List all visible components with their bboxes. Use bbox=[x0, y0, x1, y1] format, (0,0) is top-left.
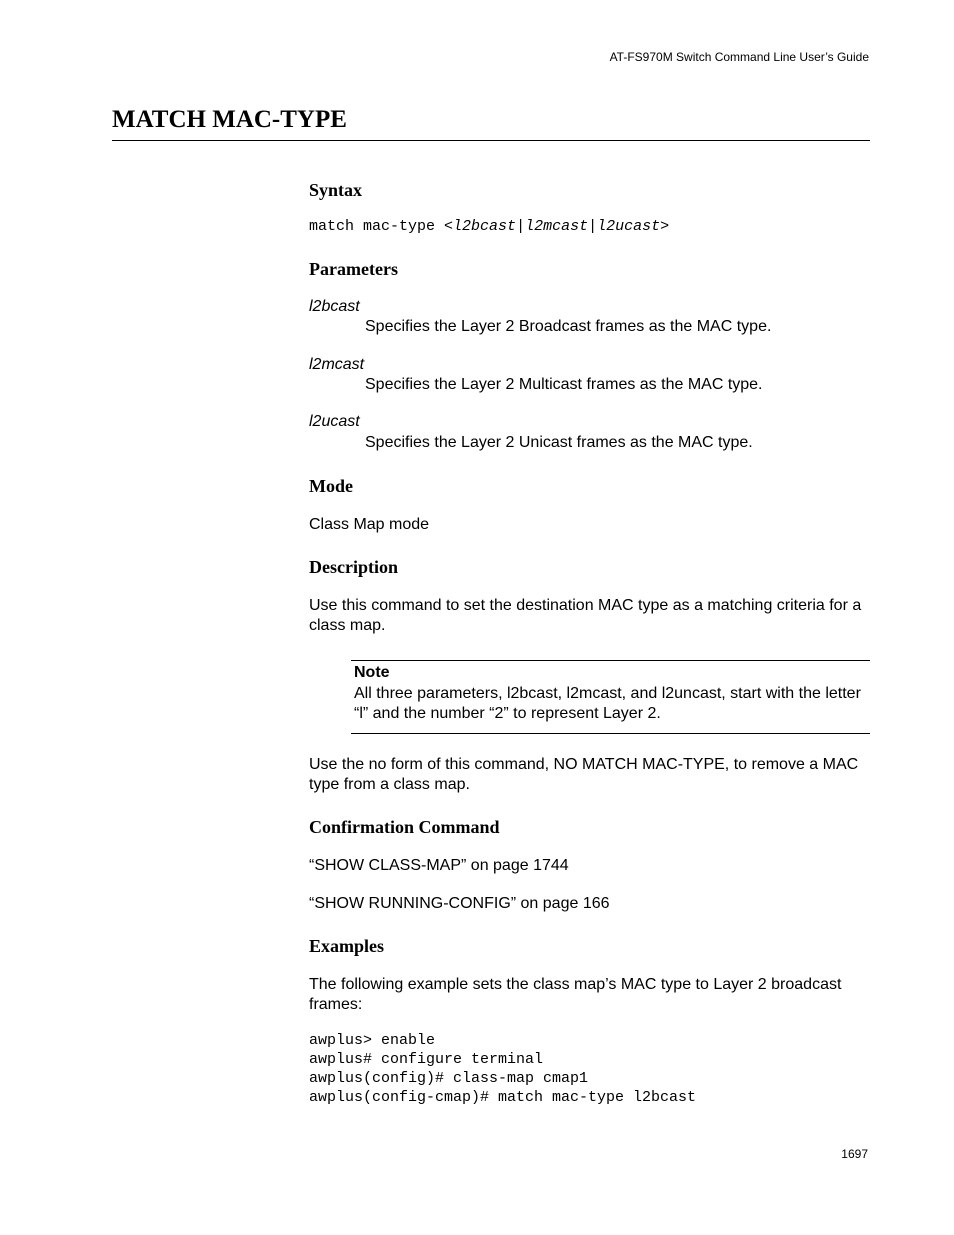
syntax-separator: | bbox=[516, 218, 526, 235]
mode-heading: Mode bbox=[309, 476, 353, 496]
note-top-rule bbox=[351, 660, 870, 661]
syntax-heading: Syntax bbox=[309, 180, 363, 200]
cross-reference-link[interactable]: “SHOW CLASS-MAP” on page 1744 bbox=[309, 857, 569, 874]
note-label: Note bbox=[354, 664, 390, 681]
parameter-description: Specifies the Layer 2 Broadcast frames as the MAC type. bbox=[365, 318, 772, 335]
code-example bbox=[309, 1031, 696, 1107]
parameter-description: Specifies the Layer 2 Unicast frames as the MAC type. bbox=[365, 434, 753, 451]
examples-heading: Examples bbox=[309, 936, 385, 956]
description-heading: Description bbox=[309, 557, 398, 577]
syntax-arg-l2ucast: l2ucast bbox=[597, 218, 661, 235]
code-line: awplus(config-cmap)# match mac-type l2bcast bbox=[309, 1089, 697, 1106]
code-line: awplus# configure terminal bbox=[309, 1051, 544, 1068]
parameter-description: Specifies the Layer 2 Multicast frames as the MAC type. bbox=[365, 376, 763, 393]
cross-reference-link[interactable]: “SHOW RUNNING-CONFIG” on page 166 bbox=[309, 895, 610, 912]
syntax-arg-l2mcast: l2mcast bbox=[525, 218, 589, 235]
syntax-arg-l2bcast: l2bcast bbox=[453, 218, 517, 235]
page-number: 1697 bbox=[841, 1147, 868, 1161]
running-header: AT-FS970M Switch Command Line User’s Guide bbox=[609, 50, 869, 64]
examples-intro: The following example sets the class map’s MAC type to Layer 2 broadcast frames: bbox=[309, 976, 842, 1013]
note-bottom-rule bbox=[351, 733, 870, 734]
syntax-gt: > bbox=[660, 218, 670, 235]
parameter-name: l2mcast bbox=[309, 356, 365, 373]
parameter-name: l2bcast bbox=[309, 298, 360, 315]
description-text: Use this command to set the destination MAC type as a matching criteria for a class map. bbox=[309, 597, 862, 634]
mode-text: Class Map mode bbox=[309, 516, 430, 533]
syntax-command: match mac-type bbox=[309, 218, 445, 235]
no-form-text: Use the no form of this command, NO MATCH MAC-TYPE, to remove a MAC type from a class map. bbox=[309, 756, 859, 793]
title-divider bbox=[112, 140, 870, 141]
confirmation-heading: Confirmation Command bbox=[309, 817, 500, 837]
syntax-separator: | bbox=[588, 218, 598, 235]
page-title: MATCH MAC-TYPE bbox=[112, 106, 347, 133]
parameters-heading: Parameters bbox=[309, 259, 398, 279]
parameter-name: l2ucast bbox=[309, 413, 360, 430]
code-line: awplus(config)# class-map cmap1 bbox=[309, 1070, 589, 1087]
syntax-lt: < bbox=[444, 218, 454, 235]
code-line: awplus> enable bbox=[309, 1032, 436, 1049]
syntax-line bbox=[309, 218, 669, 235]
note-text: All three parameters, l2bcast, l2mcast, and l2uncast, start with the letter “l” and the number “2” to represent Layer 2. bbox=[354, 685, 861, 722]
